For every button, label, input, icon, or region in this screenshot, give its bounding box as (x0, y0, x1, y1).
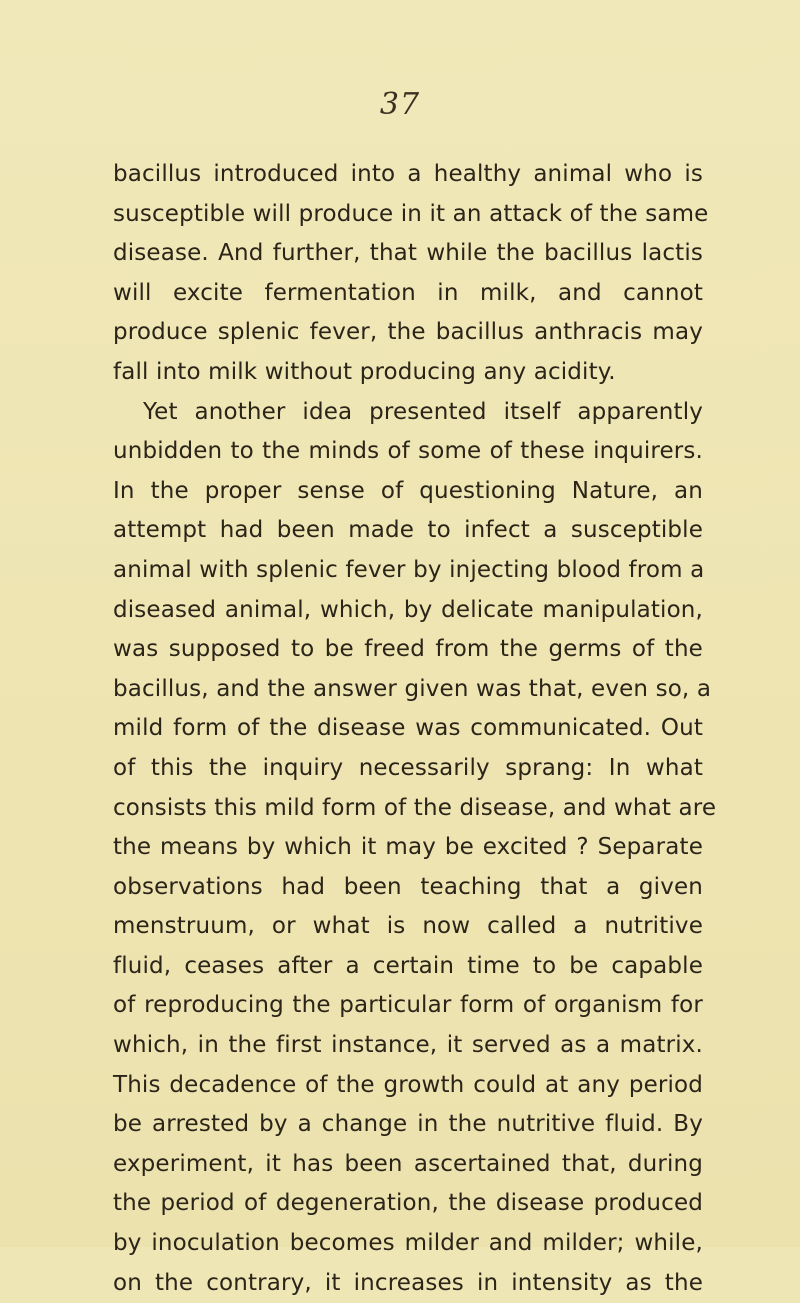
text-line: animal with splenic fever by injecting blood from a (113, 556, 705, 583)
page-number: 37 (379, 87, 421, 122)
text-line: fluid, ceases after a certain time to be capable (113, 952, 703, 979)
text-line: susceptible will produce in it an attack of the same (113, 200, 709, 227)
text-line: attempt had been made to infect a susceptible (113, 517, 703, 544)
text-line: the means by which it may be excited ? Separate (113, 834, 703, 861)
text-line: disease. And further, that while the bacillus lactis (113, 240, 703, 267)
text-line: experiment, it has been ascertained that, during (113, 1150, 703, 1177)
text-line: by inoculation becomes milder and milder; while, (113, 1230, 703, 1257)
text-line: which, in the first instance, it served as a matrix. (113, 1032, 703, 1059)
text-line: be arrested by a change in the nutritive fluid. By (113, 1111, 703, 1138)
text-line: diseased animal, which, by delicate manipulation, (113, 596, 703, 623)
text-line: fall into milk without producing any acidity. (113, 358, 616, 385)
text-line: unbidden to the minds of some of these inquirers. (113, 438, 703, 465)
text-line: consists this mild form of the disease, and what are (113, 794, 717, 821)
text-line: will excite fermentation in milk, and cannot (113, 279, 703, 306)
text-line: bacillus, and the answer given was that, even so, a (113, 675, 712, 702)
body-text (113, 155, 717, 1303)
text-line: on the contrary, it increases in intensity as the (113, 1269, 703, 1296)
text-line: This decadence of the growth could at any period (113, 1071, 703, 1098)
text-line: produce splenic fever, the bacillus anthracis may (113, 319, 703, 346)
text-line: bacillus introduced into a healthy animal who is (113, 161, 703, 187)
text-line: menstruum, or what is now called a nutritive (113, 913, 703, 940)
paragraph-start-line: Yet another idea presented itself apparently (143, 398, 703, 425)
text-line: of reproducing the particular form of organism for (113, 992, 703, 1019)
text-line: observations had been teaching that a given (113, 873, 703, 900)
text-line: was supposed to be freed from the germs of the (113, 636, 703, 663)
text-line: the period of degeneration, the disease produced (113, 1190, 703, 1217)
text-line: In the proper sense of questioning Nature, an (113, 477, 703, 504)
text-line: mild form of the disease was communicated. Out (113, 715, 703, 742)
text-line: of this the inquiry necessarily sprang: In what (113, 754, 703, 781)
